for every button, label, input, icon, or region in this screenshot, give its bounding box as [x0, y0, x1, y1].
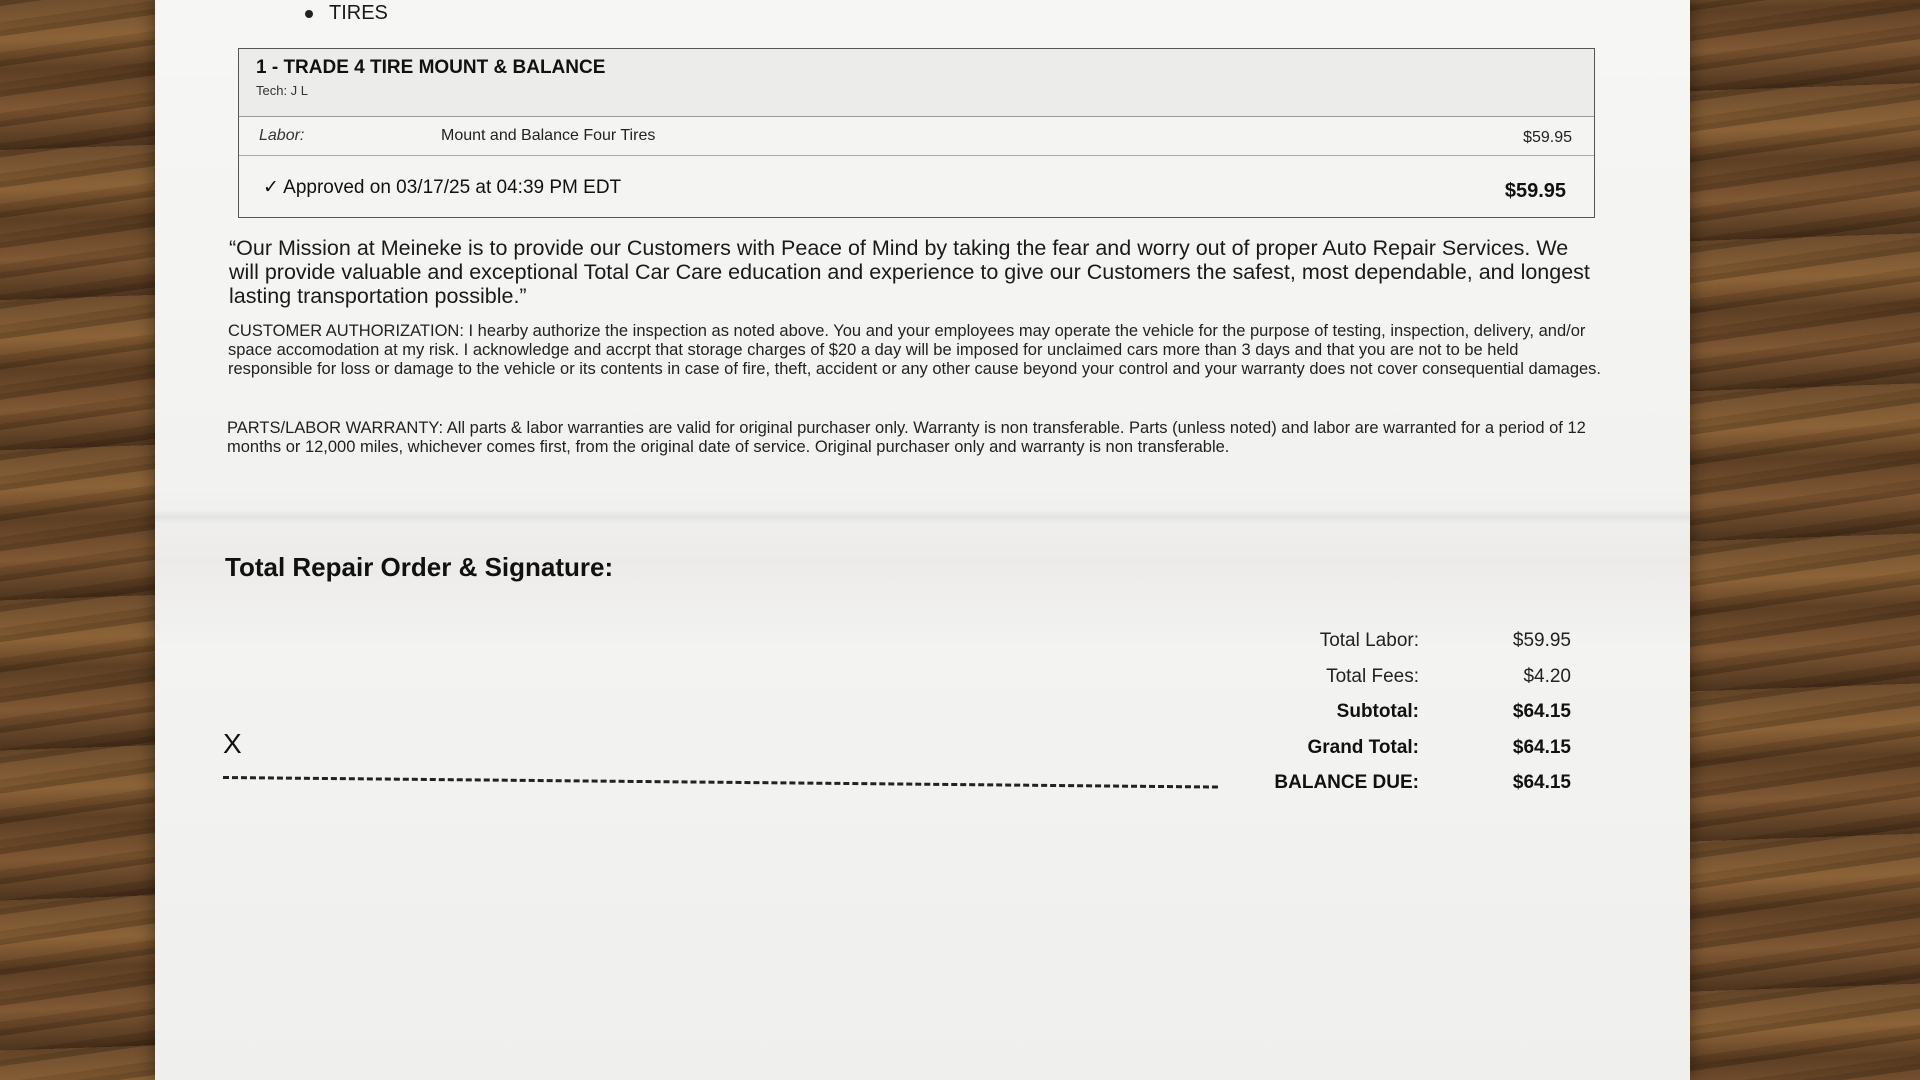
- signature-mark: X: [223, 728, 242, 759]
- repair-order-page: [155, 0, 1690, 1080]
- signature-heading: Total Repair Order & Signature:: [225, 552, 614, 582]
- subtotal-label: Subtotal:: [1336, 701, 1419, 722]
- approval-text: ✓ Approved on 03/17/25 at 04:39 PM EDT: [263, 177, 622, 198]
- labor-price: $59.95: [1523, 129, 1572, 146]
- totals-block: [1155, 626, 1585, 804]
- balance-due-value: $64.15: [1512, 772, 1571, 793]
- signature-line: [223, 776, 1218, 789]
- paper-fold: [155, 510, 1690, 524]
- total-fees-value: $4.20: [1523, 665, 1571, 687]
- total-fees-label: Total Fees:: [1326, 665, 1419, 687]
- total-fees-row: [1155, 662, 1585, 698]
- bullet-icon: [305, 10, 313, 18]
- total-labor-label: Total Labor:: [1319, 630, 1419, 651]
- section-label: TIRES: [329, 2, 388, 24]
- labor-label: Labor:: [259, 127, 305, 144]
- grand-total-label: Grand Total:: [1307, 736, 1419, 758]
- approval-row: [239, 156, 1594, 216]
- total-labor-row: [1155, 626, 1585, 662]
- subtotal-value: $64.15: [1512, 701, 1571, 722]
- labor-description: Mount and Balance Four Tires: [441, 127, 656, 144]
- labor-row: [239, 117, 1594, 156]
- grand-total-value: $64.15: [1512, 736, 1571, 758]
- grand-total-row: [1155, 733, 1585, 769]
- job-header: [239, 49, 1594, 117]
- balance-due-label: BALANCE DUE:: [1274, 772, 1419, 793]
- subtotal-row: [1155, 697, 1585, 733]
- job-tech: Tech: J L: [256, 83, 309, 98]
- balance-due-row: [1155, 768, 1585, 804]
- job-box: [238, 48, 1595, 218]
- mission-statement: “Our Mission at Meineke is to provide our Customers with Peace of Mind by taking the fear and worry out of proper Auto Repair Services. We will provide valuable and exceptional Total Car Care education and experience to give our Customers the safest, most dependable, and longest lasting transportation possible.”: [229, 236, 1590, 308]
- parts-labor-warranty: PARTS/LABOR WARRANTY: All parts & labor warranties are valid for original purchaser only. Warranty is non transferable. Parts (unless noted) and labor are warranted for a period of 12 months or 12,000 miles, whichever comes first, from the original date of service. Original purchaser only and warranty is non transferable.: [227, 419, 1586, 456]
- total-labor-value: $59.95: [1512, 630, 1571, 651]
- customer-authorization: CUSTOMER AUTHORIZATION: I hearby authorize the inspection as noted above. You and your employees may operate the vehicle for the purpose of testing, inspection, delivery, and/or space accomodation at my risk. I acknowledge and accrpt that storage charges of $20 a day will be imposed for unclaimed cars more than 3 days and that you are not to be held responsible for loss or damage to the vehicle or its contents in case of fire, theft, accident or any other cause beyond your control and your warranty does not cover consequential damages.: [228, 322, 1602, 378]
- job-total: $59.95: [1504, 180, 1566, 202]
- section-heading: [305, 2, 388, 25]
- job-title: 1 - TRADE 4 TIRE MOUNT & BALANCE: [256, 57, 606, 78]
